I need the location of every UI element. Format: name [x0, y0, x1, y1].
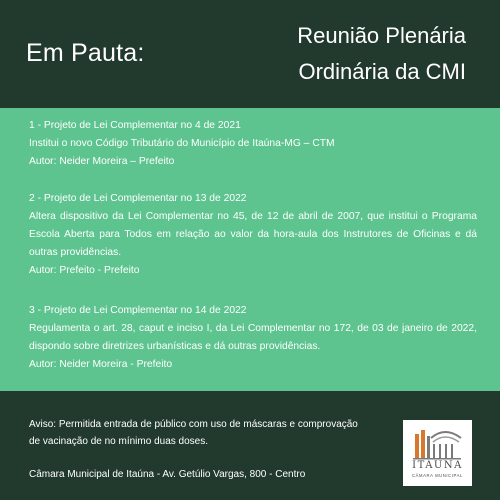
agenda-item-2: [29, 190, 477, 280]
agenda-item-1: [29, 117, 477, 171]
notice-text: Aviso: Permitida entrada de público com uso de máscaras e comprovação de vacinação de no mínimo duas doses.: [29, 419, 358, 447]
agenda-panel: [0, 108, 500, 391]
address-text: Câmara Municipal de Itaúna - Av. Getúlio Vargas, 800 - Centro: [29, 469, 306, 480]
agenda-item-3: [29, 302, 477, 374]
agenda-item-author: Autor: Neider Moreira – Prefeito: [29, 156, 175, 167]
agenda-item-heading: 2 - Projeto de Lei Complementar no 13 de 2022: [29, 193, 247, 204]
session-title-line2: Ordinária da CMI: [298, 59, 466, 84]
agenda-item-description: Institui o novo Código Tributário do Município de Itaúna-MG – CTM: [29, 138, 335, 149]
session-title-line1: Reunião Plenária: [297, 23, 466, 48]
agenda-item-description: Altera dispositivo da Lei Complementar no 45, de 12 de abril de 2007, que institui o Programa Escola Aberta para Todos em relação ao valor da hora-aula dos Instrutores de Oficinas e dá outras providências.: [29, 211, 477, 258]
header: [0, 0, 500, 108]
agenda-item-heading: 1 - Projeto de Lei Complementar no 4 de 2021: [29, 120, 241, 131]
agenda-item-author: Autor: Prefeito - Prefeito: [29, 265, 140, 276]
agenda-item-description: Regulamenta o art. 28, caput e inciso I, da Lei Complementar no 172, de 03 de janeiro de 2022, dispondo sobre diretrizes urbanísticas e dá outras providências.: [29, 323, 477, 352]
footer: [0, 391, 500, 500]
building-icon: [411, 424, 464, 460]
agenda-title: Em Pauta:: [26, 39, 145, 67]
camara-itauna-logo: [403, 420, 472, 486]
agenda-item-author: Autor: Neider Moreira - Prefeito: [29, 359, 173, 370]
logo-name: ITAÚNA: [412, 460, 463, 471]
logo-subtitle: CÂMARA MUNICIPAL: [412, 473, 463, 478]
agenda-item-heading: 3 - Projeto de Lei Complementar no 14 de 2022: [29, 305, 247, 316]
session-title: [246, 18, 466, 90]
